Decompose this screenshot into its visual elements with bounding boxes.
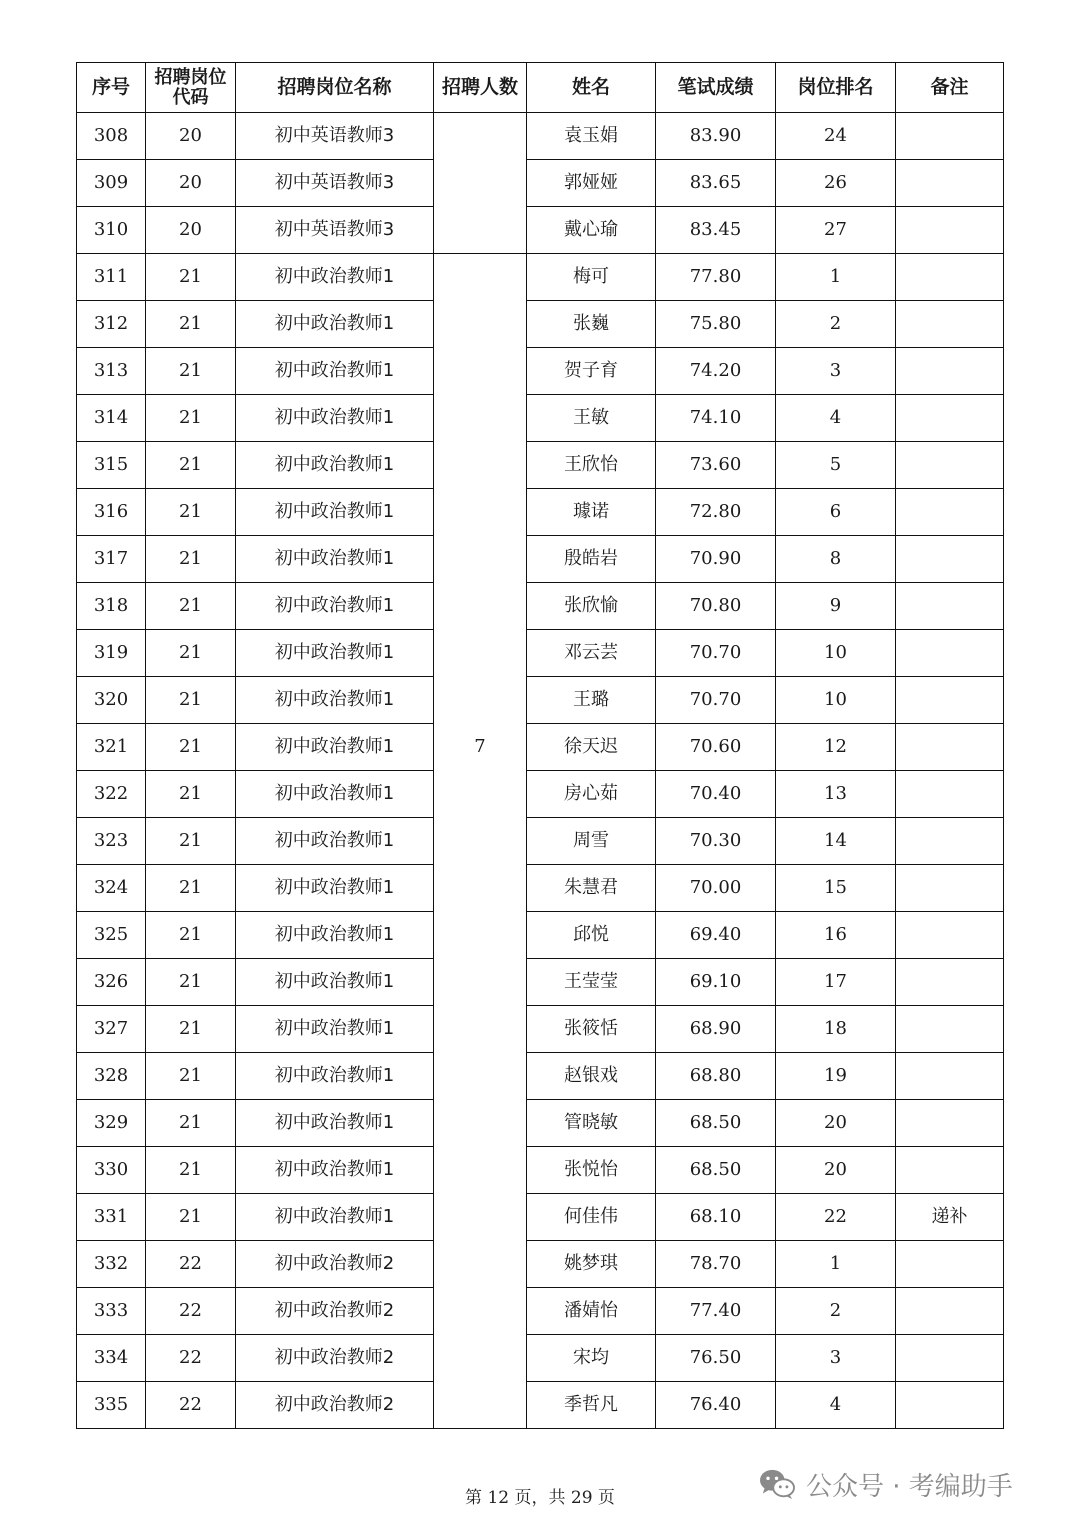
table-header-row — [77, 63, 1004, 113]
row-post-code: 21 — [146, 1100, 236, 1147]
row-rank: 15 — [776, 865, 896, 912]
row-score: 83.90 — [656, 113, 776, 160]
row-remark: 递补 — [896, 1194, 1004, 1241]
row-post-name: 初中政治教师1 — [236, 865, 434, 912]
table-row — [77, 630, 1004, 677]
table-row — [77, 771, 1004, 818]
row-remark — [896, 1335, 1004, 1382]
row-name: 王欣怡 — [527, 442, 656, 489]
row-post-code: 22 — [146, 1241, 236, 1288]
row-post-code: 22 — [146, 1335, 236, 1382]
row-score: 70.70 — [656, 677, 776, 724]
row-post-code: 21 — [146, 1053, 236, 1100]
row-name: 贺子育 — [527, 348, 656, 395]
row-post-name: 初中政治教师1 — [236, 301, 434, 348]
row-seq: 315 — [77, 442, 146, 489]
row-rank: 13 — [776, 771, 896, 818]
row-score: 69.40 — [656, 912, 776, 959]
table-row — [77, 1147, 1004, 1194]
row-remark — [896, 865, 1004, 912]
row-post-code: 22 — [146, 1288, 236, 1335]
row-rank: 5 — [776, 442, 896, 489]
row-post-code: 21 — [146, 348, 236, 395]
row-score: 68.80 — [656, 1053, 776, 1100]
row-rank: 9 — [776, 583, 896, 630]
row-score: 69.10 — [656, 959, 776, 1006]
row-post-name: 初中政治教师1 — [236, 724, 434, 771]
row-name: 宋均 — [527, 1335, 656, 1382]
row-post-code: 20 — [146, 207, 236, 254]
row-seq: 319 — [77, 630, 146, 677]
table-row — [77, 1194, 1004, 1241]
row-rank: 4 — [776, 395, 896, 442]
header-rank: 岗位排名 — [776, 63, 896, 113]
row-remark — [896, 1100, 1004, 1147]
table-row — [77, 959, 1004, 1006]
row-remark — [896, 630, 1004, 677]
row-recruit-count — [434, 1288, 527, 1335]
row-score: 68.50 — [656, 1147, 776, 1194]
row-recruit-count — [434, 1335, 527, 1382]
header-seq: 序号 — [77, 63, 146, 113]
row-recruit-count — [434, 536, 527, 583]
row-post-code: 21 — [146, 583, 236, 630]
row-post-code: 21 — [146, 301, 236, 348]
row-name: 姚梦琪 — [527, 1241, 656, 1288]
row-name: 张巍 — [527, 301, 656, 348]
row-remark — [896, 1382, 1004, 1429]
row-post-name: 初中政治教师1 — [236, 677, 434, 724]
row-rank: 16 — [776, 912, 896, 959]
row-remark — [896, 1288, 1004, 1335]
row-recruit-count — [434, 207, 527, 254]
row-seq: 335 — [77, 1382, 146, 1429]
table-row — [77, 677, 1004, 724]
row-post-code: 21 — [146, 489, 236, 536]
row-name: 殷皓岩 — [527, 536, 656, 583]
row-name: 季哲凡 — [527, 1382, 656, 1429]
row-post-name: 初中政治教师2 — [236, 1382, 434, 1429]
row-remark — [896, 583, 1004, 630]
row-remark — [896, 207, 1004, 254]
row-recruit-count — [434, 1241, 527, 1288]
row-score: 76.40 — [656, 1382, 776, 1429]
header-recruit-count: 招聘人数 — [434, 63, 527, 113]
row-recruit-count — [434, 1100, 527, 1147]
row-post-code: 21 — [146, 724, 236, 771]
page-number: 第 12 页，共 29 页 — [465, 1488, 615, 1508]
row-seq: 314 — [77, 395, 146, 442]
table-row — [77, 1006, 1004, 1053]
row-remark — [896, 254, 1004, 301]
row-seq: 313 — [77, 348, 146, 395]
table-row — [77, 1053, 1004, 1100]
row-seq: 331 — [77, 1194, 146, 1241]
row-name: 潘婧怡 — [527, 1288, 656, 1335]
row-remark — [896, 912, 1004, 959]
row-seq: 310 — [77, 207, 146, 254]
row-name: 周雪 — [527, 818, 656, 865]
row-post-name: 初中政治教师1 — [236, 583, 434, 630]
row-post-code: 20 — [146, 160, 236, 207]
table-row — [77, 1288, 1004, 1335]
row-post-name: 初中政治教师1 — [236, 1147, 434, 1194]
row-seq: 312 — [77, 301, 146, 348]
row-score: 76.50 — [656, 1335, 776, 1382]
row-name: 何佳伟 — [527, 1194, 656, 1241]
row-post-code: 21 — [146, 442, 236, 489]
row-seq: 330 — [77, 1147, 146, 1194]
row-post-code: 22 — [146, 1382, 236, 1429]
wechat-icon — [758, 1467, 796, 1501]
row-name: 王莹莹 — [527, 959, 656, 1006]
row-recruit-count — [434, 113, 527, 160]
row-post-code: 21 — [146, 771, 236, 818]
row-post-name: 初中英语教师3 — [236, 207, 434, 254]
row-seq: 320 — [77, 677, 146, 724]
row-remark — [896, 724, 1004, 771]
header-post-code — [146, 63, 236, 113]
row-post-name: 初中政治教师1 — [236, 348, 434, 395]
row-remark — [896, 1241, 1004, 1288]
table-row — [77, 301, 1004, 348]
row-rank: 1 — [776, 1241, 896, 1288]
row-name: 张欣愉 — [527, 583, 656, 630]
row-seq: 325 — [77, 912, 146, 959]
row-recruit-count — [434, 677, 527, 724]
row-seq: 329 — [77, 1100, 146, 1147]
row-remark — [896, 677, 1004, 724]
row-score: 70.80 — [656, 583, 776, 630]
row-post-code: 21 — [146, 912, 236, 959]
header-post-name: 招聘岗位名称 — [236, 63, 434, 113]
row-remark — [896, 160, 1004, 207]
row-recruit-count — [434, 959, 527, 1006]
table-row — [77, 1335, 1004, 1382]
header-post-code-line1: 招聘岗位 — [154, 66, 227, 88]
row-seq: 332 — [77, 1241, 146, 1288]
table-row — [77, 160, 1004, 207]
row-rank: 6 — [776, 489, 896, 536]
table-body — [77, 113, 1004, 1429]
row-score: 70.40 — [656, 771, 776, 818]
watermark — [758, 1464, 1013, 1504]
table-row — [77, 442, 1004, 489]
row-name: 王璐 — [527, 677, 656, 724]
header-post-code-line2: 代码 — [172, 86, 209, 108]
row-post-name: 初中政治教师2 — [236, 1288, 434, 1335]
row-remark — [896, 536, 1004, 583]
row-post-name: 初中政治教师1 — [236, 536, 434, 583]
score-table — [76, 62, 1004, 1429]
row-rank: 8 — [776, 536, 896, 583]
row-post-name: 初中政治教师1 — [236, 1006, 434, 1053]
row-post-code: 21 — [146, 818, 236, 865]
row-remark — [896, 818, 1004, 865]
row-post-name: 初中政治教师1 — [236, 1100, 434, 1147]
row-recruit-count — [434, 348, 527, 395]
row-score: 83.65 — [656, 160, 776, 207]
table-row — [77, 395, 1004, 442]
row-score: 83.45 — [656, 207, 776, 254]
row-post-name: 初中政治教师2 — [236, 1335, 434, 1382]
row-score: 73.60 — [656, 442, 776, 489]
row-post-name: 初中政治教师1 — [236, 959, 434, 1006]
row-rank: 18 — [776, 1006, 896, 1053]
row-post-code: 21 — [146, 395, 236, 442]
row-recruit-count — [434, 301, 527, 348]
row-seq: 322 — [77, 771, 146, 818]
row-name: 邓云芸 — [527, 630, 656, 677]
row-score: 78.70 — [656, 1241, 776, 1288]
row-name: 管晓敏 — [527, 1100, 656, 1147]
row-post-name: 初中英语教师3 — [236, 160, 434, 207]
row-recruit-count — [434, 489, 527, 536]
header-name: 姓名 — [527, 63, 656, 113]
row-rank: 24 — [776, 113, 896, 160]
row-remark — [896, 348, 1004, 395]
row-post-name: 初中政治教师1 — [236, 254, 434, 301]
table-row — [77, 207, 1004, 254]
row-rank: 20 — [776, 1147, 896, 1194]
table-row — [77, 536, 1004, 583]
row-post-name: 初中政治教师1 — [236, 489, 434, 536]
table-row — [77, 489, 1004, 536]
row-name: 邱悦 — [527, 912, 656, 959]
row-score: 77.80 — [656, 254, 776, 301]
row-name: 房心茹 — [527, 771, 656, 818]
row-recruit-count — [434, 912, 527, 959]
row-rank: 4 — [776, 1382, 896, 1429]
table-row — [77, 348, 1004, 395]
row-recruit-count — [434, 1053, 527, 1100]
row-post-name: 初中政治教师1 — [236, 442, 434, 489]
row-name: 张悦怡 — [527, 1147, 656, 1194]
row-recruit-count — [434, 583, 527, 630]
row-recruit-count — [434, 1382, 527, 1429]
table-row — [77, 724, 1004, 771]
row-remark — [896, 959, 1004, 1006]
table-row — [77, 865, 1004, 912]
row-recruit-count — [434, 771, 527, 818]
row-score: 68.50 — [656, 1100, 776, 1147]
row-rank: 2 — [776, 301, 896, 348]
row-recruit-count — [434, 160, 527, 207]
row-seq: 334 — [77, 1335, 146, 1382]
row-rank: 2 — [776, 1288, 896, 1335]
row-name: 朱慧君 — [527, 865, 656, 912]
watermark-text: 公众号 · 考编助手 — [806, 1471, 1013, 1502]
row-rank: 19 — [776, 1053, 896, 1100]
row-post-code: 21 — [146, 865, 236, 912]
row-name: 赵银戏 — [527, 1053, 656, 1100]
row-score: 75.80 — [656, 301, 776, 348]
row-post-code: 21 — [146, 536, 236, 583]
row-post-code: 21 — [146, 254, 236, 301]
row-recruit-count: 7 — [434, 724, 527, 771]
row-post-name: 初中政治教师1 — [236, 395, 434, 442]
row-seq: 316 — [77, 489, 146, 536]
table-row — [77, 1382, 1004, 1429]
row-seq: 311 — [77, 254, 146, 301]
row-post-name: 初中政治教师1 — [236, 1194, 434, 1241]
row-post-name: 初中政治教师2 — [236, 1241, 434, 1288]
row-seq: 323 — [77, 818, 146, 865]
row-post-code: 21 — [146, 1006, 236, 1053]
row-rank: 20 — [776, 1100, 896, 1147]
row-rank: 10 — [776, 677, 896, 724]
row-seq: 308 — [77, 113, 146, 160]
row-name: 徐天迟 — [527, 724, 656, 771]
row-post-name: 初中政治教师1 — [236, 630, 434, 677]
row-score: 68.10 — [656, 1194, 776, 1241]
row-score: 70.90 — [656, 536, 776, 583]
row-remark — [896, 489, 1004, 536]
row-score: 68.90 — [656, 1006, 776, 1053]
row-post-code: 21 — [146, 959, 236, 1006]
table-row — [77, 254, 1004, 301]
row-name: 璩诺 — [527, 489, 656, 536]
row-score: 77.40 — [656, 1288, 776, 1335]
row-recruit-count — [434, 1147, 527, 1194]
row-score: 70.30 — [656, 818, 776, 865]
header-remark: 备注 — [896, 63, 1004, 113]
row-post-code: 21 — [146, 630, 236, 677]
row-remark — [896, 395, 1004, 442]
row-post-code: 21 — [146, 677, 236, 724]
table-row — [77, 818, 1004, 865]
row-post-name: 初中政治教师1 — [236, 818, 434, 865]
row-post-name: 初中政治教师1 — [236, 1053, 434, 1100]
row-seq: 309 — [77, 160, 146, 207]
row-score: 72.80 — [656, 489, 776, 536]
row-score: 70.60 — [656, 724, 776, 771]
row-score: 70.00 — [656, 865, 776, 912]
row-post-name: 初中政治教师1 — [236, 771, 434, 818]
row-post-code: 20 — [146, 113, 236, 160]
table-row — [77, 583, 1004, 630]
table-row — [77, 113, 1004, 160]
row-rank: 27 — [776, 207, 896, 254]
row-name: 王敏 — [527, 395, 656, 442]
header-score: 笔试成绩 — [656, 63, 776, 113]
row-remark — [896, 301, 1004, 348]
row-remark — [896, 1053, 1004, 1100]
table-row — [77, 1241, 1004, 1288]
row-post-name: 初中英语教师3 — [236, 113, 434, 160]
row-post-code: 21 — [146, 1147, 236, 1194]
row-recruit-count — [434, 442, 527, 489]
row-seq: 333 — [77, 1288, 146, 1335]
row-recruit-count — [434, 818, 527, 865]
row-recruit-count — [434, 630, 527, 677]
table-row — [77, 1100, 1004, 1147]
row-rank: 22 — [776, 1194, 896, 1241]
row-seq: 328 — [77, 1053, 146, 1100]
row-remark — [896, 1147, 1004, 1194]
row-seq: 326 — [77, 959, 146, 1006]
row-recruit-count — [434, 254, 527, 301]
row-rank: 10 — [776, 630, 896, 677]
row-name: 梅可 — [527, 254, 656, 301]
row-recruit-count — [434, 1006, 527, 1053]
row-rank: 1 — [776, 254, 896, 301]
row-score: 70.70 — [656, 630, 776, 677]
row-remark — [896, 442, 1004, 489]
row-seq: 324 — [77, 865, 146, 912]
table-row — [77, 912, 1004, 959]
row-remark — [896, 771, 1004, 818]
row-name: 郭娅娅 — [527, 160, 656, 207]
row-seq: 318 — [77, 583, 146, 630]
row-post-name: 初中政治教师1 — [236, 912, 434, 959]
row-rank: 26 — [776, 160, 896, 207]
row-recruit-count — [434, 865, 527, 912]
row-name: 张筱恬 — [527, 1006, 656, 1053]
row-rank: 3 — [776, 348, 896, 395]
row-score: 74.20 — [656, 348, 776, 395]
row-name: 戴心瑜 — [527, 207, 656, 254]
row-name: 袁玉娟 — [527, 113, 656, 160]
row-post-code: 21 — [146, 1194, 236, 1241]
row-seq: 327 — [77, 1006, 146, 1053]
row-rank: 17 — [776, 959, 896, 1006]
row-recruit-count — [434, 395, 527, 442]
row-rank: 3 — [776, 1335, 896, 1382]
row-remark — [896, 1006, 1004, 1053]
row-recruit-count — [434, 1194, 527, 1241]
row-rank: 14 — [776, 818, 896, 865]
row-seq: 317 — [77, 536, 146, 583]
row-remark — [896, 113, 1004, 160]
row-seq: 321 — [77, 724, 146, 771]
row-score: 74.10 — [656, 395, 776, 442]
row-rank: 12 — [776, 724, 896, 771]
